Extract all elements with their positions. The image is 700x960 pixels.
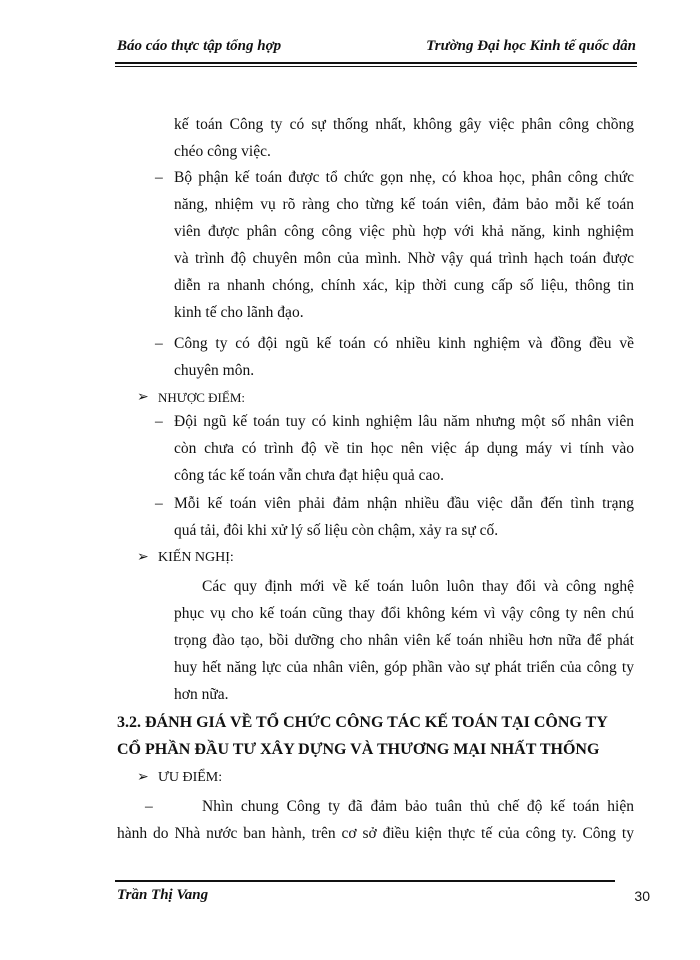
footer-author: Trần Thị Vang: [117, 887, 209, 903]
text-line: chuyên môn.: [174, 362, 255, 379]
text-line: năng, nhiệm vụ rõ ràng cho từng kế toán viên, đảm bảo mỗi kế toán: [174, 196, 634, 213]
text-line: quá tải, đôi khi xử lý số liệu còn chậm, xảy ra sự cố.: [174, 522, 499, 539]
text-line: diễn ra nhanh chóng, chính xác, kịp thời cung cấp số liệu, thông tin: [174, 277, 634, 294]
dash-bullet: –: [155, 335, 163, 352]
header-rule: [115, 62, 637, 64]
arrow-bullet-icon: ➢: [137, 770, 149, 785]
section-label-kien-nghi: KIẾN NGHỊ:: [158, 550, 234, 565]
text-line: Công ty có đội ngũ kế toán có nhiều kinh nghiệm và đồng đều về: [174, 335, 634, 352]
header-rule-thin: [115, 66, 637, 67]
text-line: còn chưa có trình độ về tin học nên việc áp dụng máy vi tính vào: [174, 440, 634, 457]
arrow-bullet-icon: ➢: [137, 550, 149, 565]
text-line: Mỗi kế toán viên phải đảm nhận nhiều đầu việc dẫn đến tình trạng: [174, 495, 634, 512]
text-line: công tác kế toán vẫn chưa đạt hiệu quả cao.: [174, 467, 445, 484]
text-line: Các quy định mới về kế toán luôn luôn thay đổi và công nghệ: [202, 578, 634, 595]
section-heading: 3.2. ĐÁNH GIÁ VỀ TỔ CHỨC CÔNG TÁC KẾ TOÁN TẠI CÔNG TY: [117, 714, 608, 731]
page-number: 30: [634, 888, 650, 904]
header-left: Báo cáo thực tập tổng hợp: [117, 38, 282, 54]
section-label-uu-diem: ƯU ĐIỂM:: [158, 770, 223, 785]
dash-bullet: –: [145, 798, 153, 815]
text-line: viên được phân công công việc phù hợp với khả năng, kinh nghiệm: [174, 223, 634, 240]
text-line: chéo công việc.: [174, 143, 271, 160]
text-line: trọng đào tạo, bồi dưỡng cho nhân viên kế toán nhiều hơn nữa để phát: [174, 632, 634, 649]
dash-bullet: –: [155, 413, 163, 430]
text-line: phục vụ cho kế toán cũng thay đổi không kém vì vậy công ty nên chú: [174, 605, 634, 622]
arrow-bullet-icon: ➢: [137, 390, 149, 405]
dash-bullet: –: [155, 495, 163, 512]
text-line: Đội ngũ kế toán tuy có kinh nghiệm lâu năm nhưng một số nhân viên: [174, 413, 634, 430]
text-line: Bộ phận kế toán được tổ chức gọn nhẹ, có khoa học, phân công chức: [174, 169, 634, 186]
header-right: Trường Đại học Kinh tế quốc dân: [426, 38, 636, 54]
text-line: hành do Nhà nước ban hành, trên cơ sở điều kiện thực tế của công ty. Công ty: [117, 825, 634, 842]
text-line: kế toán Công ty có sự thống nhất, không gây việc phân công chồng: [174, 116, 634, 133]
dash-bullet: –: [155, 169, 163, 186]
text-line: huy hết năng lực của nhân viên, góp phần vào sự phát triển của công ty: [174, 659, 634, 676]
text-line: Nhìn chung Công ty đã đảm bảo tuân thủ chế độ kế toán hiện: [202, 798, 634, 815]
text-line: kinh tế cho lãnh đạo.: [174, 304, 304, 321]
text-line: và trình độ chuyên môn của mình. Nhờ vậy quá trình hạch toán được: [174, 250, 634, 267]
footer-rule: [115, 880, 615, 882]
section-heading: CỔ PHẦN ĐẦU TƯ XÂY DỰNG VÀ THƯƠNG MẠI NHẤT THỐNG: [117, 741, 600, 758]
section-label-nhuoc-diem: NHƯỢC ĐIỂM:: [158, 390, 246, 405]
text-line: hơn nữa.: [174, 686, 229, 703]
